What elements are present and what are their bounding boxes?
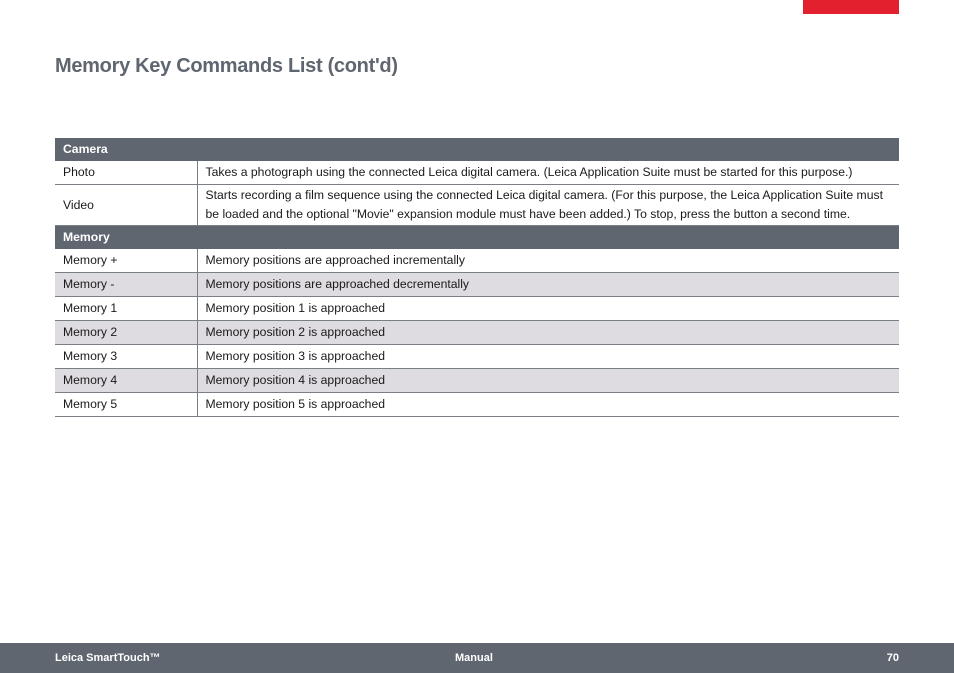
header-accent-tab: [803, 0, 899, 14]
command-description: Takes a photograph using the connected Leica digital camera. (Leica Application Suite must be started for this purpose.): [197, 161, 899, 185]
section-title: Memory: [55, 226, 899, 250]
page-title: Memory Key Commands List (cont'd): [55, 55, 398, 77]
table-row: [55, 297, 899, 321]
section-header-memory: [55, 226, 899, 250]
table-row: [55, 369, 899, 393]
table-row: [55, 393, 899, 417]
command-key: Memory 1: [55, 297, 197, 321]
command-description: Memory position 2 is approached: [197, 321, 899, 345]
table-row: [55, 185, 899, 226]
command-key: Memory 2: [55, 321, 197, 345]
command-key: Memory 3: [55, 345, 197, 369]
table-row: [55, 345, 899, 369]
command-description: Memory position 3 is approached: [197, 345, 899, 369]
command-key: Memory -: [55, 273, 197, 297]
footer-product-name: Leica SmartTouch™: [55, 652, 161, 664]
table-row: [55, 273, 899, 297]
command-key: Photo: [55, 161, 197, 185]
table-row: [55, 321, 899, 345]
section-header-camera: [55, 138, 899, 161]
command-key: Memory 4: [55, 369, 197, 393]
command-description: Memory position 1 is approached: [197, 297, 899, 321]
command-description: Memory positions are approached incrementally: [197, 249, 899, 273]
table-row: [55, 249, 899, 273]
footer-page-number: 70: [886, 652, 899, 664]
command-key: Memory 5: [55, 393, 197, 417]
footer-doc-label: Manual: [455, 652, 493, 664]
page-footer: [0, 643, 954, 673]
command-key: Memory +: [55, 249, 197, 273]
command-key: Video: [55, 185, 197, 226]
section-title: Camera: [55, 138, 899, 161]
commands-table: [55, 138, 899, 417]
command-description: Memory position 4 is approached: [197, 369, 899, 393]
command-description: Memory positions are approached decrementally: [197, 273, 899, 297]
command-description: Starts recording a film sequence using the connected Leica digital camera. (For this purpose, the Leica Application Suite must be loaded and the optional "Movie" expansion module must have been added.) To stop, press the button a second time.: [197, 185, 899, 226]
command-description: Memory position 5 is approached: [197, 393, 899, 417]
table-row: [55, 161, 899, 185]
